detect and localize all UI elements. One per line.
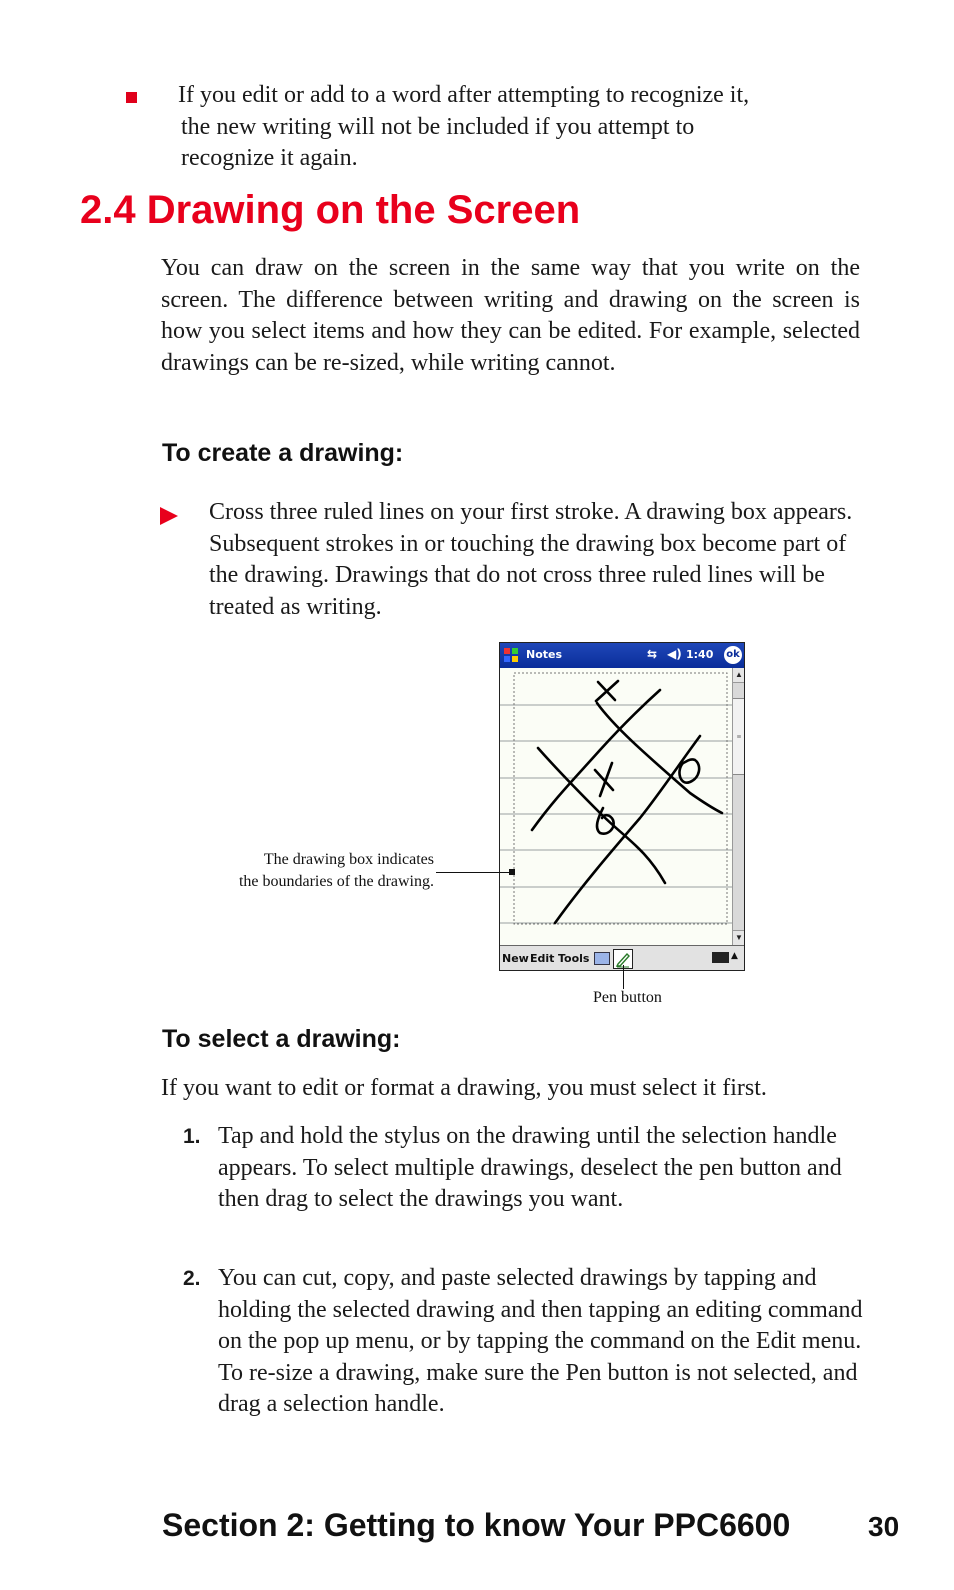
footer-section-title: Section 2: Getting to know Your PPC6600: [162, 1507, 791, 1543]
drawing-box-callout-line-1: The drawing box indicates: [263, 851, 434, 868]
recording-icon[interactable]: [594, 952, 610, 965]
page-number: 30: [868, 1511, 900, 1542]
connectivity-icon[interactable]: ⇆: [647, 647, 658, 661]
create-step-text: Cross three ruled lines on your first stroke. A drawing box appears. Subsequent strokes in or touching the drawing box become part of the drawing. Drawings that do not cross three ruled lines will be treated as writing.: [209, 499, 853, 620]
step-1-number: 1.: [183, 1125, 201, 1148]
bullet-line-2: the new writing will not be included if you attempt to: [181, 113, 695, 140]
drawing-box-callout: [200, 849, 434, 893]
callout-leader-line: [436, 872, 511, 873]
app-title: Notes: [526, 648, 563, 661]
select-drawing-heading: To select a drawing:: [162, 1025, 401, 1053]
bullet-line-3: recognize it again.: [181, 145, 358, 171]
bullet-line-1: If you edit or add to a word after attempting to recognize it,: [178, 82, 750, 108]
windows-start-icon[interactable]: [503, 647, 519, 663]
pen-button-callout: Pen button: [593, 989, 662, 1006]
menu-bar: [500, 945, 744, 971]
bullet-square-icon: [126, 92, 137, 103]
drawing-box: [514, 673, 727, 924]
section-heading: 2.4 Drawing on the Screen: [80, 188, 581, 232]
select-intro: If you want to edit or format a drawing, you must select it first.: [161, 1075, 767, 1101]
menu-new[interactable]: New: [502, 952, 529, 965]
scroll-thumb[interactable]: ≡: [733, 698, 745, 775]
scroll-up-arrow-icon[interactable]: ▲: [733, 668, 745, 683]
clock[interactable]: 1:40: [686, 648, 714, 661]
step-1-text: Tap and hold the stylus on the drawing until the selection handle appears. To select multiple drawings, deselect the pen button and then drag to select the drawings you want.: [218, 1123, 842, 1212]
menu-tools[interactable]: Tools: [558, 952, 590, 965]
volume-icon[interactable]: ◀): [667, 647, 682, 661]
step-2-number: 2.: [183, 1267, 201, 1290]
callout-leader-dot: [509, 869, 515, 875]
notes-screenshot: [499, 642, 745, 971]
vertical-scrollbar[interactable]: [732, 668, 745, 945]
menu-edit[interactable]: Edit: [530, 952, 555, 965]
keyboard-icon[interactable]: [712, 952, 729, 963]
create-drawing-heading: To create a drawing:: [162, 439, 404, 467]
title-bar: [500, 643, 744, 668]
drawing-box-callout-line-2: the boundaries of the drawing.: [238, 873, 434, 890]
intro-paragraph: You can draw on the screen in the same way that you write on the screen. The difference between writing and drawing on the screen is how you select items and how they can be edited. For example, selected drawings can be re-sized, while writing cannot.: [161, 255, 860, 376]
drawing-canvas[interactable]: [500, 668, 732, 945]
bullet-text: [178, 80, 868, 175]
ok-button[interactable]: ok: [724, 646, 742, 664]
step-2-text: You can cut, copy, and paste selected drawings by tapping and holding the selected drawing and then tapping an editing command on the pop up menu, or by tapping the command on the Edit menu. To re-size a drawing, make sure the Pen button is not selected, and drag a selection handle.: [218, 1265, 863, 1417]
step-arrow-icon: [160, 507, 178, 525]
scroll-down-arrow-icon[interactable]: ▼: [733, 930, 745, 945]
input-panel-arrow-icon[interactable]: ▲: [731, 951, 738, 961]
pen-callout-leader-line: [623, 965, 624, 989]
